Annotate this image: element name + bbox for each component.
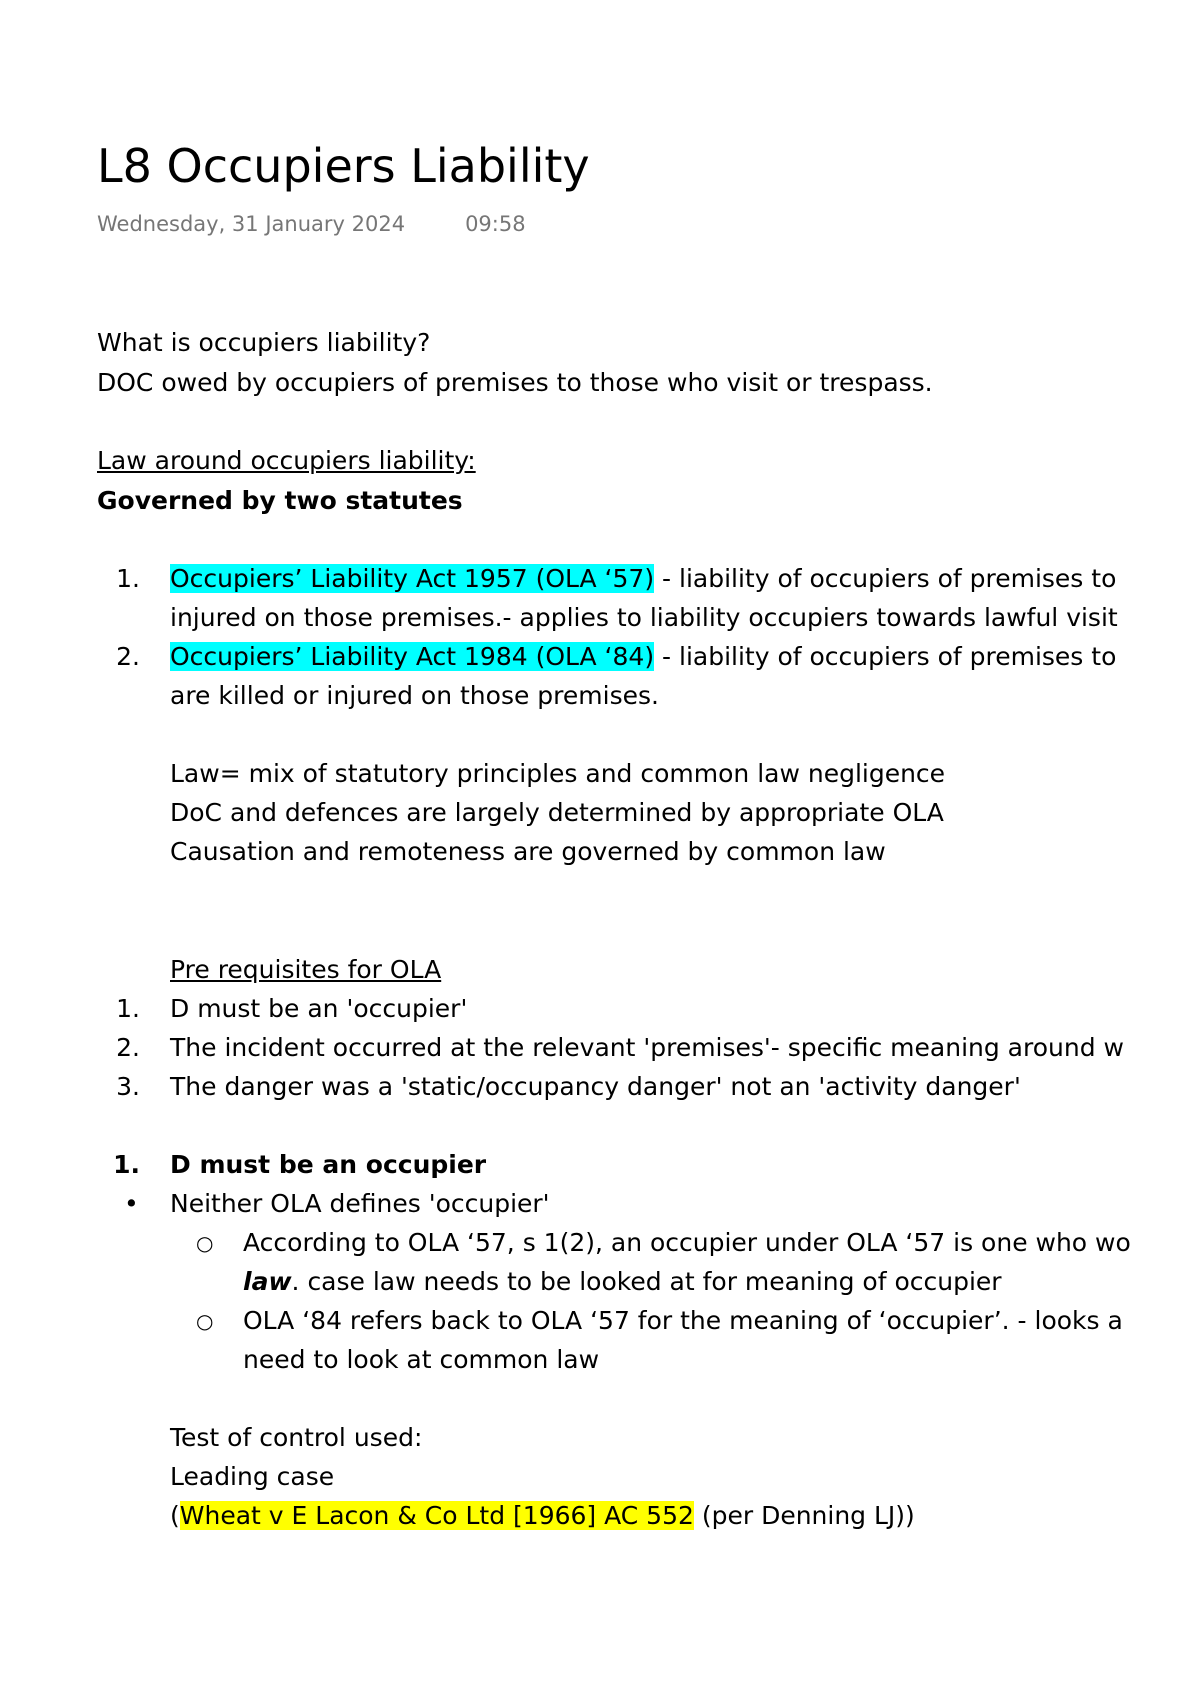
- statute-2-name: Occupiers’ Liability Act 1984 (OLA ‘84): [170, 642, 655, 671]
- statute-1: [170, 562, 1116, 596]
- law-heading: Law around occupiers liability:: [97, 446, 476, 475]
- law-note-2: DoC and defences are largely determined by appropriate OLA: [170, 798, 944, 827]
- prereq-3: The danger was a 'static/occupancy danger' not an 'activity danger': [170, 1072, 1021, 1101]
- prereq-3-number: 3.: [116, 1072, 140, 1101]
- prereq-2: The incident occurred at the relevant 'premises'- specific meaning around w: [170, 1033, 1124, 1062]
- page-time: 09:58: [465, 212, 526, 236]
- case-rest: (per Denning LJ)): [693, 1501, 915, 1530]
- case-open-paren: (: [170, 1501, 180, 1530]
- statute-1-desc: - liability of occupiers of premises to: [654, 564, 1117, 593]
- statute-1-line2: injured on those premises.- applies to liability occupiers towards lawful visit: [170, 603, 1118, 632]
- leading-case: [170, 1499, 915, 1533]
- prereq-1-number: 1.: [116, 994, 140, 1023]
- page-title: L8 Occupiers Liability: [97, 139, 590, 193]
- statute-2: [170, 640, 1116, 674]
- occupier-bullet: Neither OLA defines 'occupier': [170, 1189, 550, 1218]
- page-meta: [97, 212, 526, 236]
- statute-2-number: 2.: [116, 642, 140, 671]
- circle-bullet-icon: ○: [196, 1231, 214, 1255]
- occupier-sub2-line1: OLA ‘84 refers back to OLA ‘57 for the meaning of ‘occupier’. - looks a: [243, 1306, 1123, 1335]
- statute-1-name: Occupiers’ Liability Act 1957 (OLA ‘57): [170, 564, 655, 593]
- leading-case-label: Leading case: [170, 1462, 335, 1491]
- occupier-sub1-line2: [243, 1265, 1002, 1299]
- law-note-3: Causation and remoteness are governed by common law: [170, 837, 886, 866]
- page-date: Wednesday, 31 January 2024: [97, 212, 406, 236]
- intro-answer: DOC owed by occupiers of premises to those who visit or trespass.: [97, 368, 933, 397]
- prereq-1: D must be an 'occupier': [170, 994, 468, 1023]
- occupier-sub1-rest: . case law needs to be looked at for meaning of occupier: [291, 1267, 1002, 1296]
- law-subheading: Governed by two statutes: [97, 486, 463, 515]
- statute-2-desc: - liability of occupiers of premises to: [654, 642, 1117, 671]
- prereq-2-number: 2.: [116, 1033, 140, 1062]
- occupier-number: 1.: [113, 1150, 140, 1179]
- case-name: Wheat v E Lacon & Co Ltd [1966] AC 552: [179, 1501, 694, 1530]
- statute-1-number: 1.: [116, 564, 140, 593]
- law-note-1: Law= mix of statutory principles and common law negligence: [170, 759, 946, 788]
- prereq-heading: Pre requisites for OLA: [170, 955, 442, 984]
- bullet-dot-icon: •: [124, 1189, 139, 1218]
- control-test: Test of control used:: [170, 1423, 423, 1452]
- occupier-sub1-line1: According to OLA ‘57, s 1(2), an occupier under OLA ‘57 is one who wo: [243, 1228, 1131, 1257]
- statute-2-line2: are killed or injured on those premises.: [170, 681, 659, 710]
- occupier-sub2-line2: need to look at common law: [243, 1345, 600, 1374]
- occupier-heading: D must be an occupier: [170, 1150, 487, 1179]
- intro-question: What is occupiers liability?: [97, 328, 431, 357]
- occupier-sub1-bold: law: [243, 1267, 292, 1296]
- circle-bullet-icon: ○: [196, 1309, 214, 1333]
